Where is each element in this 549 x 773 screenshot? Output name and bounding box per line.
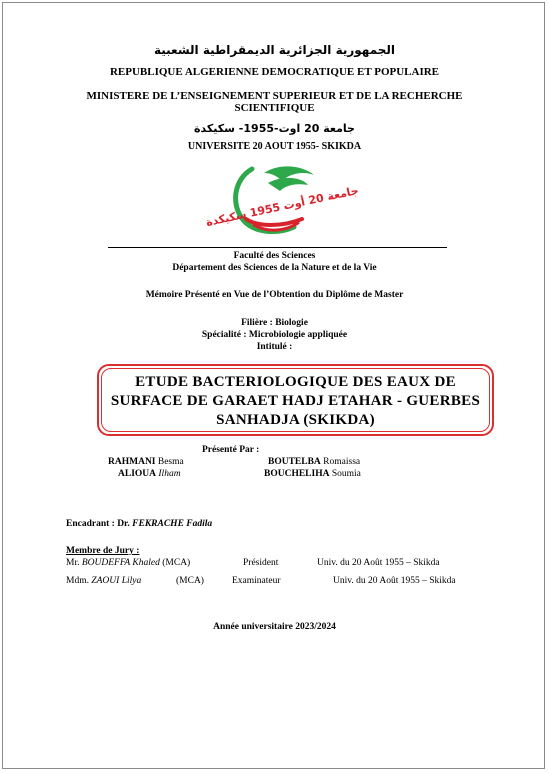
jury-member-role: Président	[243, 558, 279, 568]
student-surname: BOUCHELIHA	[264, 469, 330, 479]
student-surname: BOUTELBA	[268, 457, 321, 467]
university-heading: UNIVERSITE 20 AOUT 1955- SKIKDA	[187, 141, 362, 152]
jury-member-name: ZAOUI Lilya	[91, 576, 142, 586]
jury-member-name: BOUDEFFA Khaled	[81, 558, 160, 568]
student-firstname: Ilham	[158, 469, 181, 479]
student-firstname: Romaissa	[323, 457, 361, 467]
intitule-line: Intitulé :	[256, 342, 293, 352]
filiere-line: Filière : Biologie	[241, 318, 308, 328]
jury-member	[66, 576, 141, 586]
jury-member-title: Mdm.	[66, 576, 89, 586]
specialite-line: Spécialité : Microbiologie appliquée	[201, 330, 348, 340]
thesis-title-line3: SANHADJA (SKIKDA)	[216, 412, 375, 428]
supervisor-line	[66, 519, 212, 529]
jury-member-grade: (MCA)	[162, 558, 191, 568]
student-name	[268, 457, 360, 467]
thesis-title-line1: ETUDE BACTERIOLOGIQUE DES EAUX DE	[135, 374, 456, 390]
jury-member-affiliation: Univ. du 20 Août 1955 – Skikda	[333, 576, 456, 586]
arabic-republic-heading: الجمهورية الجزائرية الديمقراطية الشعبية	[153, 43, 396, 57]
jury-member-grade: (MCA)	[176, 576, 204, 586]
memoire-statement: Mémoire Présenté en Vue de l’Obtention du Diplôme de Master	[145, 290, 404, 300]
thesis-title-box	[97, 364, 494, 436]
student-name	[118, 469, 181, 479]
university-logo-graphic	[204, 161, 360, 237]
presented-by-label: Présenté Par :	[202, 445, 260, 455]
ministry-heading-line1: MINISTERE DE L’ENSEIGNEMENT SUPERIEUR ET DE LA RECHERCHE	[86, 90, 463, 102]
student-surname: RAHMANI	[108, 457, 156, 467]
jury-member	[66, 558, 190, 568]
academic-year: Année universitaire 2023/2024	[213, 622, 336, 632]
student-firstname: Soumia	[331, 469, 361, 479]
ministry-heading-line2: SCIENTIFIQUE	[234, 102, 315, 114]
supervisor-name: FEKRACHE Fadila	[132, 519, 213, 529]
student-name	[264, 469, 361, 479]
arabic-university-heading: جامعة 20 اوت-1955- سكيكدة	[194, 122, 355, 135]
university-logo	[204, 161, 360, 237]
thesis-title-line2: SURFACE DE GARAET HADJ ETAHAR - GUERBES	[110, 393, 481, 409]
student-surname: ALIOUA	[118, 469, 157, 479]
jury-label: Membre de Jury :	[66, 546, 140, 556]
jury-member-affiliation: Univ. du 20 Août 1955 – Skikda	[317, 558, 440, 568]
student-name	[108, 457, 184, 467]
student-firstname: Besma	[157, 457, 184, 467]
republic-heading: REPUBLIQUE ALGERIENNE DEMOCRATIQUE ET POPULAIRE	[109, 66, 440, 78]
jury-member-role: Examinateur	[232, 576, 281, 586]
supervisor-label: Encadrant : Dr.	[66, 519, 130, 529]
department-name: Département des Sciences de la Nature et de la Vie	[172, 263, 377, 273]
logo-arabic-text: جامعة 20 أوت 1955 سكيكدة	[204, 183, 360, 230]
horizontal-rule	[108, 247, 447, 248]
faculty-name: Faculté des Sciences	[233, 251, 316, 261]
jury-member-title: Mr.	[66, 558, 80, 568]
thesis-title	[99, 373, 492, 430]
